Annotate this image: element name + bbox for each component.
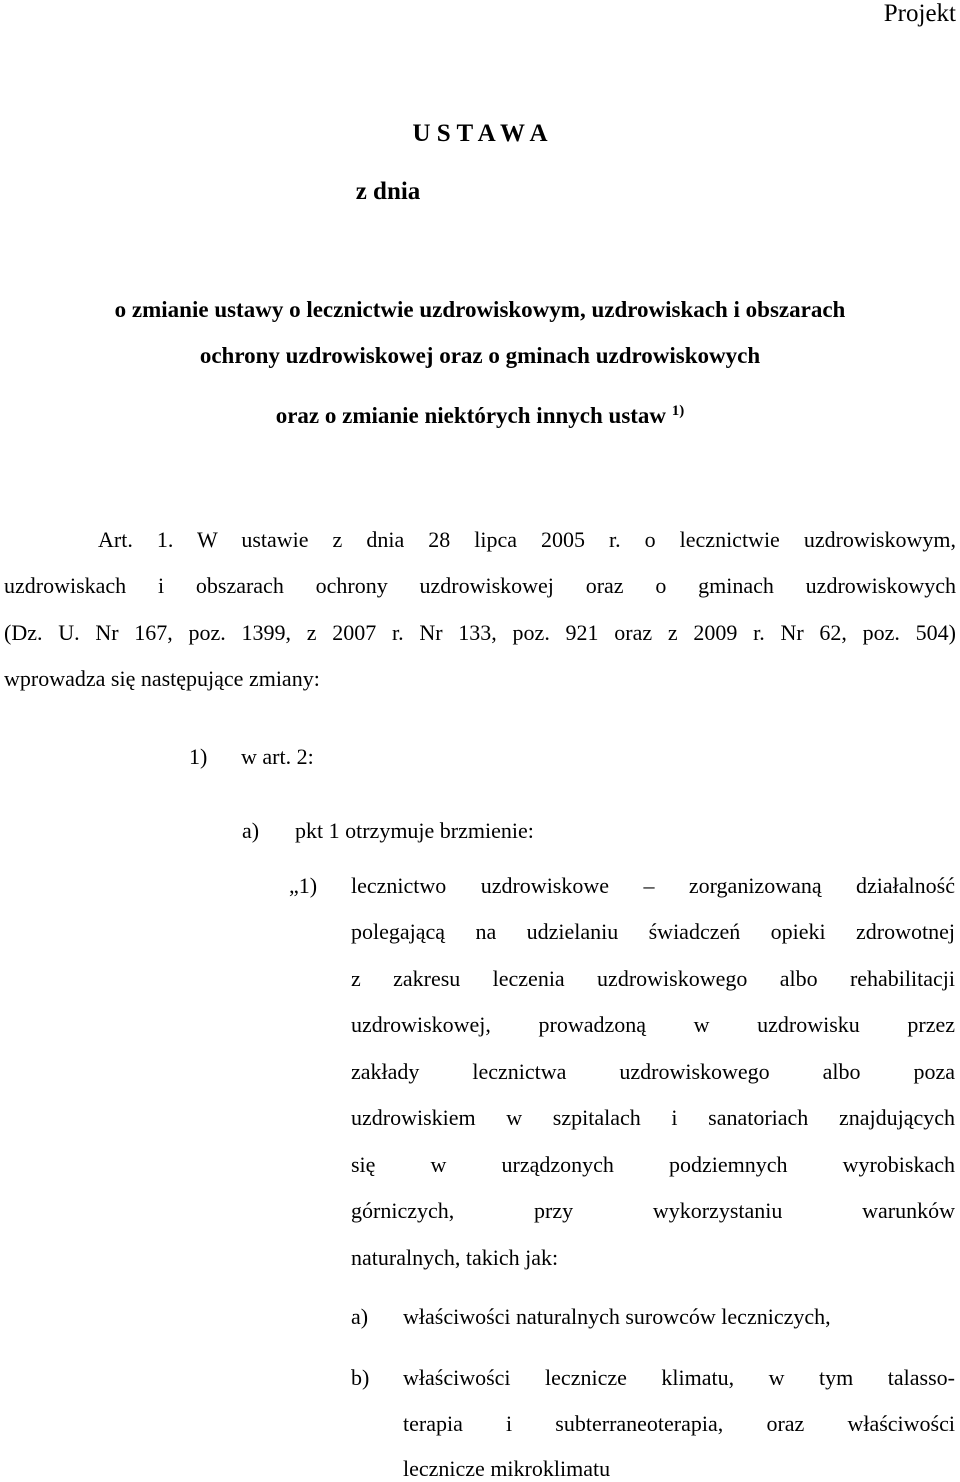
article-intro-line-3: (Dz. U. Nr 167, poz. 1399, z 2007 r. Nr 133, poz. 921 oraz z 2009 r. Nr 62, poz. 504) (4, 620, 956, 645)
sub-a-text: właściwości naturalnych surowców leczniczych, (403, 1304, 831, 1329)
quoted-line-9: naturalnych, takich jak: (351, 1245, 559, 1270)
article-intro-line-1: Art. 1. W ustawie z dnia 28 lipca 2005 r. o lecznictwie uzdrowiskowym, (98, 527, 956, 552)
point-1-number: 1) (189, 744, 208, 769)
projekt-label: Projekt (883, 0, 956, 27)
article-intro-line-2: uzdrowiskach i obszarach ochrony uzdrowiskowej oraz o gminach uzdrowiskowych (4, 573, 956, 598)
article-intro-line-4: wprowadza się następujące zmiany: (4, 666, 320, 691)
letter-a-text: pkt 1 otrzymuje brzmienie: (295, 818, 534, 843)
quoted-line-4: uzdrowiskowej, prowadzoną w uzdrowisku przez (351, 1012, 955, 1037)
quoted-line-3: z zakresu leczenia uzdrowiskowego albo rehabilitacji (351, 966, 955, 991)
sub-b-line-2: terapia i subterraneoterapia, oraz właściwości (403, 1411, 955, 1436)
act-date-line: z dnia (355, 178, 421, 205)
quoted-line-6: uzdrowiskiem w szpitalach i sanatoriach znajdujących (351, 1105, 955, 1130)
act-subject-line-3: oraz o zmianie niektórych innych ustaw $^{1)}$ (275, 403, 685, 428)
sub-b-number: b) (351, 1365, 370, 1390)
quoted-line-5: zakłady lecznictwa uzdrowiskowego albo poza (351, 1059, 955, 1084)
letter-a-number: a) (242, 818, 260, 843)
act-subject-line-1: o zmianie ustawy o lecznictwie uzdrowiskowym, uzdrowiskach i obszarach (114, 297, 846, 322)
point-1-text: w art. 2: (241, 744, 314, 769)
sub-b-line-3: lecznicze mikroklimatu (403, 1456, 611, 1481)
sub-a-number: a) (351, 1304, 369, 1329)
quoted-point-number: „1) (289, 873, 318, 898)
footnote-ref: 1) (671, 403, 685, 419)
quoted-line-8: górniczych, przy wykorzystaniu warunków (351, 1198, 955, 1223)
act-title: U S T A W A (412, 120, 548, 147)
quoted-line-1: lecznictwo uzdrowiskowe – zorganizowaną działalność (351, 873, 955, 898)
sub-b-line-1: właściwości lecznicze klimatu, w tym talasso- (403, 1365, 955, 1390)
quoted-line-7: się w urządzonych podziemnych wyrobiskach (351, 1152, 955, 1177)
act-subject-line-2: ochrony uzdrowiskowej oraz o gminach uzdrowiskowych (199, 343, 761, 368)
quoted-line-2: polegającą na udzielaniu świadczeń opieki zdrowotnej (351, 919, 955, 944)
